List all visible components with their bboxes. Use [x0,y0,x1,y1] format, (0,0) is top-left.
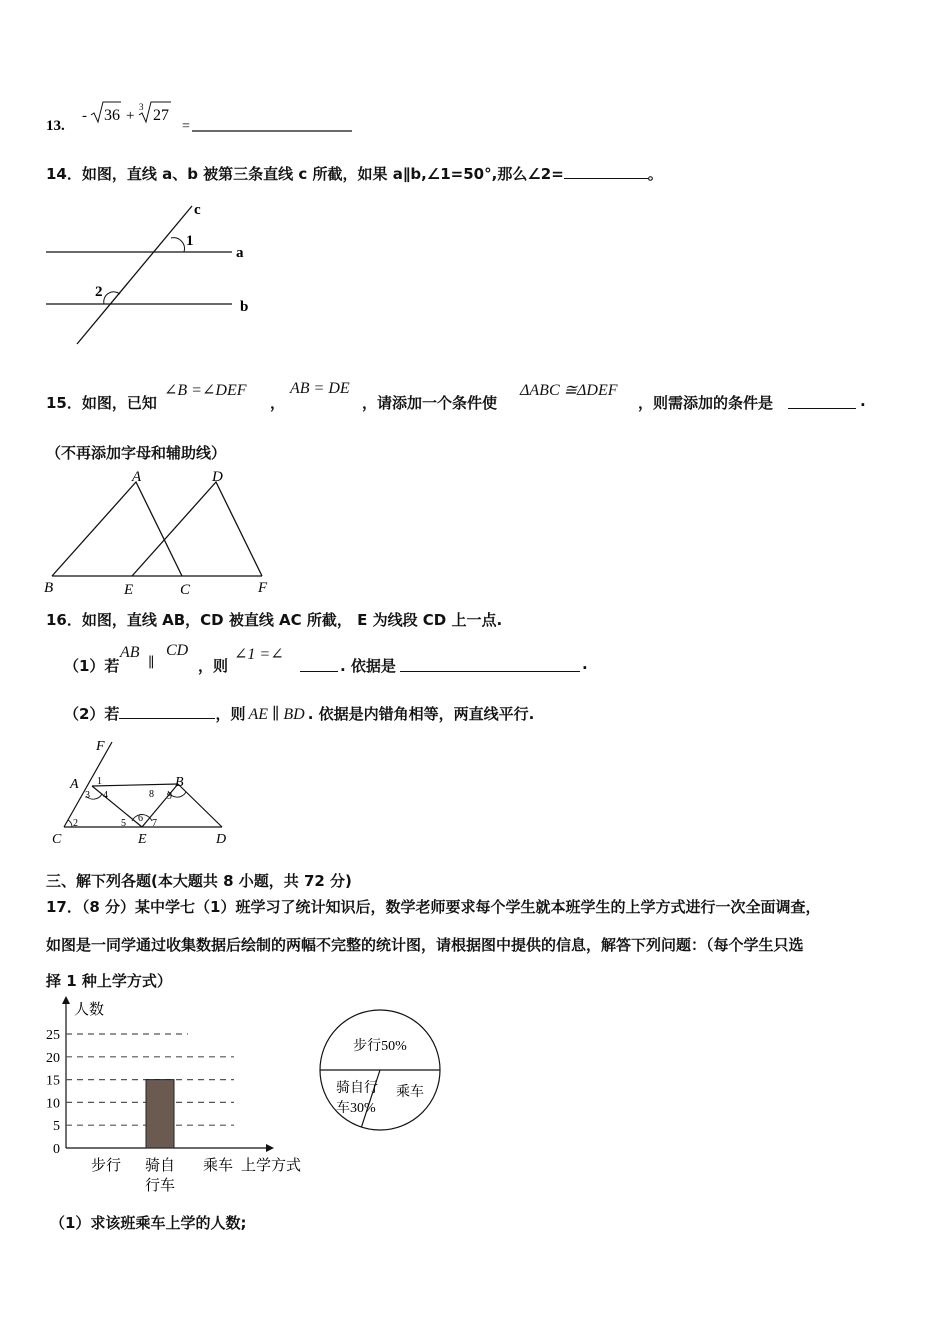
label-F: F [96,739,105,754]
bar-chart-ytick-label: 5 [53,1119,60,1135]
triangle-abc [52,482,182,576]
q14-text: 14．如图，直线 a、b 被第三条直线 c 所截，如果 a∥b,∠1=50°,那么∠2= [46,165,564,183]
label-A: A [132,469,142,485]
y-axis-arrow-icon [62,996,70,1004]
question-13 [46,100,386,136]
q16-2-prefix: （2）若 [64,705,120,723]
label-angle-2: 2 [95,284,103,300]
q16-1-cd: CD [166,642,189,659]
q17-line-1: 17．（8 分）某中学七（1）班学习了统计知识后，数学老师要求每个学生就本班学生的上学方式进行一次全面调查， [46,898,821,916]
label-b: b [240,299,249,315]
bar-chart-ytick-label: 25 [46,1028,60,1043]
label-C: C [52,832,62,847]
line-ae [92,786,142,827]
angle-label-6: 6 [138,813,143,824]
pie-chart [316,1008,452,1138]
q13-cube-index: 3 [139,102,144,112]
question-14 [46,162,663,184]
triangle-def [132,482,262,576]
bar-chart-ytick-label: 15 [46,1073,60,1089]
x-axis-arrow-icon [266,1144,274,1152]
bar-chart-ytick-label: 10 [46,1096,60,1112]
q17-sub-question-1: （1）求该班乘车上学的人数; [50,1214,247,1232]
q15-answer-blank[interactable] [788,392,856,409]
q16-figure [46,736,246,848]
q16-1-prefix: （1）若 [64,657,120,675]
q15-middle: ，请添加一个条件使 [362,394,498,412]
bar-chart-ytick-label: 20 [46,1050,60,1066]
q17-line-3: 择 1 种上学方式） [46,972,172,990]
pie-slice-label-bus: 乘车 [396,1085,424,1100]
label-C: C [180,582,191,598]
q17-line-2: 如图是一同学通过收集数据后绘制的两幅不完整的统计图，请根据图中提供的信息，解答下列问题：（每个学生只选 [46,936,804,954]
q15-condition-angle: ∠B =∠DEF [164,382,247,399]
q13-radicand-2: 27 [153,107,169,124]
q15-ask: ，则需添加的条件是 [638,394,774,412]
line-bd [178,784,222,827]
q13-plus: + [126,108,135,124]
label-A: A [70,777,79,792]
label-B: B [44,580,54,596]
angle-label-9: 9 [167,791,172,802]
angle-1-arc [171,238,185,252]
q14-tail: 。 [647,165,663,183]
angle-label-8: 8 [149,789,154,800]
line-ab [92,784,178,786]
angle-label-5: 5 [121,818,126,829]
bar-chart-category-label: 行车 [144,1178,176,1194]
label-F: F [258,580,268,596]
label-D: D [216,832,227,847]
q16-1-reason-blank[interactable] [400,655,580,672]
label-D: D [212,469,223,485]
q16-2-reason: . 依据是内错角相等，两直线平行. [307,705,535,723]
q15-congruence: ΔABC ≅ΔDEF [520,382,618,399]
angle-label-3: 3 [85,790,90,801]
angle-label-7: 7 [152,818,157,829]
q16-part-2 [64,702,534,724]
bar-chart-ylabel: 人数 [74,1002,105,1018]
bar-chart-ytick-label: 0 [53,1142,60,1157]
q13-minus: - [82,108,87,124]
label-a: a [236,245,244,261]
label-E: E [124,582,134,598]
pie-slice-label-walk: 步行50% [353,1039,407,1054]
q16-2-then: ，则 [215,705,246,723]
pie-slice-label-bike: 车30% [336,1101,376,1116]
q15-condition-side: AB = DE [290,380,350,397]
q16-1-reason: . 依据是 [340,657,396,675]
label-c: c [194,202,201,218]
question-15 [46,380,906,414]
q14-figure [40,198,270,350]
label-B: B [175,775,184,790]
q16-1-tail: . [582,655,588,673]
angle-label-4: 4 [103,790,108,801]
bar-chart-xlabel: 上学方式 [241,1158,302,1174]
label-angle-1: 1 [186,233,194,249]
angle-arc-c [68,820,72,827]
angle-label-2: 2 [73,818,78,829]
bar-chart-category-label: 乘车 [202,1158,234,1174]
q16-intro: 16．如图，直线 AB，CD 被直线 AC 所截， E 为线段 CD 上一点. [46,611,503,629]
q14-answer-blank[interactable] [564,162,648,179]
q16-1-angle: ∠1 =∠ [234,646,284,663]
q16-1-ab: AB [120,644,140,661]
pie-slice-label-bike: 骑自行 [336,1081,378,1096]
angle-label-1: 1 [97,776,102,787]
q15-tail: . [860,392,866,410]
q13-number: 13. [46,118,65,134]
q13-expression [46,100,386,136]
section-3-heading: 三、解下列各题(本大题共 8 小题，共 72 分) [46,872,352,890]
q16-1-angle-blank[interactable] [300,655,338,672]
q16-2-condition-blank[interactable] [119,702,215,719]
label-E: E [138,832,147,847]
q15-figure [40,468,280,600]
q13-equals: = [182,119,190,134]
bar-chart-bar [146,1080,174,1148]
line-be [142,784,178,827]
q16-1-parallel: ∥ [148,656,155,671]
q16-part-1 [64,640,624,674]
q15-note: （不再添加字母和辅助线） [46,444,227,462]
q16-1-then: ，则 [198,657,229,675]
bar-chart [36,994,326,1200]
bar-chart-category-label: 步行 [90,1158,122,1174]
line-c [77,206,192,344]
q13-radicand-1: 36 [104,107,120,124]
q15-intro: 15．如图，已知 [46,394,157,412]
bar-chart-category-label: 骑自 [144,1158,176,1174]
q15-comma: ， [270,394,286,412]
q16-2-conclusion: AE ∥ BD [248,706,305,723]
